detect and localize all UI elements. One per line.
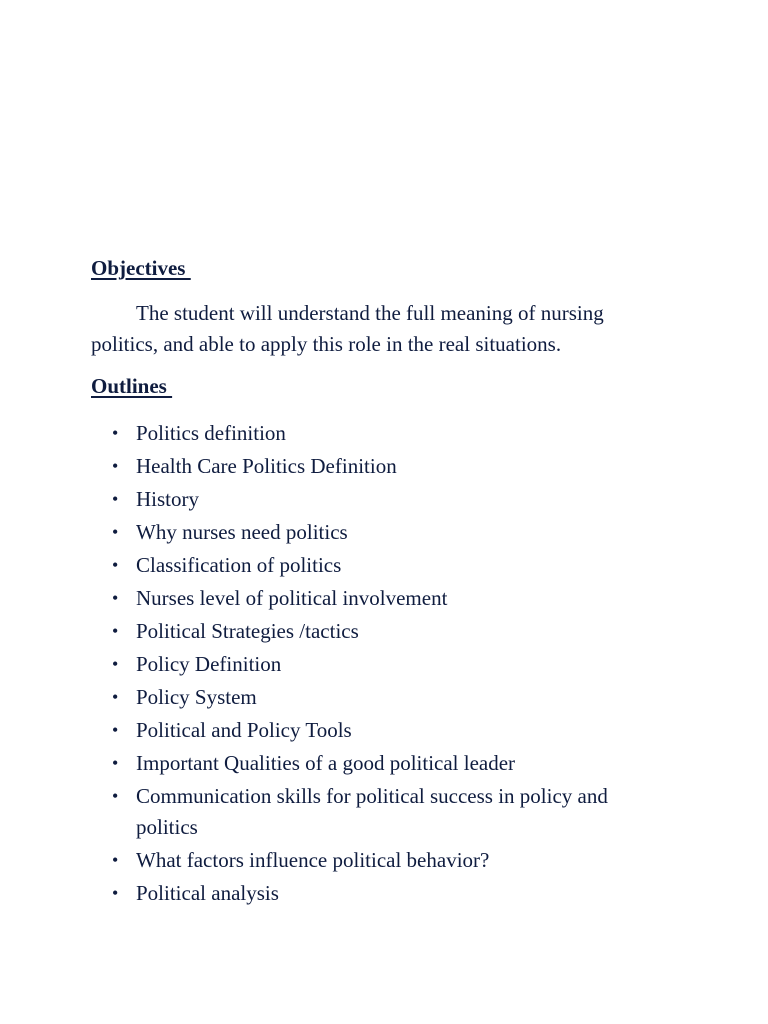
bullet-icon: • <box>112 883 119 903</box>
list-item <box>91 616 671 647</box>
list-item-text: What factors influence political behavior? <box>136 848 490 872</box>
bullet-icon: • <box>112 687 119 707</box>
list-item-text: Classification of politics <box>136 553 342 577</box>
list-item <box>91 418 671 449</box>
list-item <box>91 583 671 614</box>
outlines-heading: Outlines <box>91 374 173 398</box>
list-item-text: Why nurses need politics <box>136 520 348 544</box>
bullet-icon: • <box>112 555 119 575</box>
list-item-text: Political Strategies /tactics <box>136 619 359 643</box>
list-item <box>91 451 671 482</box>
bullet-icon: • <box>112 753 119 773</box>
objectives-paragraph: The student will understand the full meaning of nursing politics, and able to apply this role in the real situations. <box>91 301 604 356</box>
list-item-text: Important Qualities of a good political leader <box>136 751 516 775</box>
list-item-text: Nurses level of political involvement <box>136 586 448 610</box>
list-item <box>91 845 671 876</box>
list-item-text: Policy Definition <box>136 652 282 676</box>
list-item-text: Political analysis <box>136 881 279 905</box>
list-item <box>91 781 671 843</box>
objectives-heading: Objectives <box>91 256 191 280</box>
bullet-icon: • <box>112 654 119 674</box>
bullet-icon: • <box>112 850 119 870</box>
bullet-icon: • <box>112 621 119 641</box>
bullet-icon: • <box>112 489 119 509</box>
list-item-text: History <box>136 487 199 511</box>
list-item <box>91 649 671 680</box>
list-item-text: Political and Policy Tools <box>136 718 352 742</box>
list-item-text: Health Care Politics Definition <box>136 454 397 478</box>
list-item <box>91 550 671 581</box>
bullet-icon: • <box>112 522 119 542</box>
list-item <box>91 878 671 909</box>
list-item <box>91 517 671 548</box>
list-item <box>91 682 671 713</box>
list-item <box>91 748 671 779</box>
list-item <box>91 484 671 515</box>
list-item-text: Communication skills for political success in policy and politics <box>136 784 608 839</box>
bullet-icon: • <box>112 588 119 608</box>
list-item-text: Politics definition <box>136 421 286 445</box>
list-item <box>91 715 671 746</box>
bullet-icon: • <box>112 456 119 476</box>
list-item-text: Policy System <box>136 685 257 709</box>
bullet-icon: • <box>112 786 119 806</box>
outline-list <box>91 418 671 911</box>
bullet-icon: • <box>112 423 119 443</box>
bullet-icon: • <box>112 720 119 740</box>
